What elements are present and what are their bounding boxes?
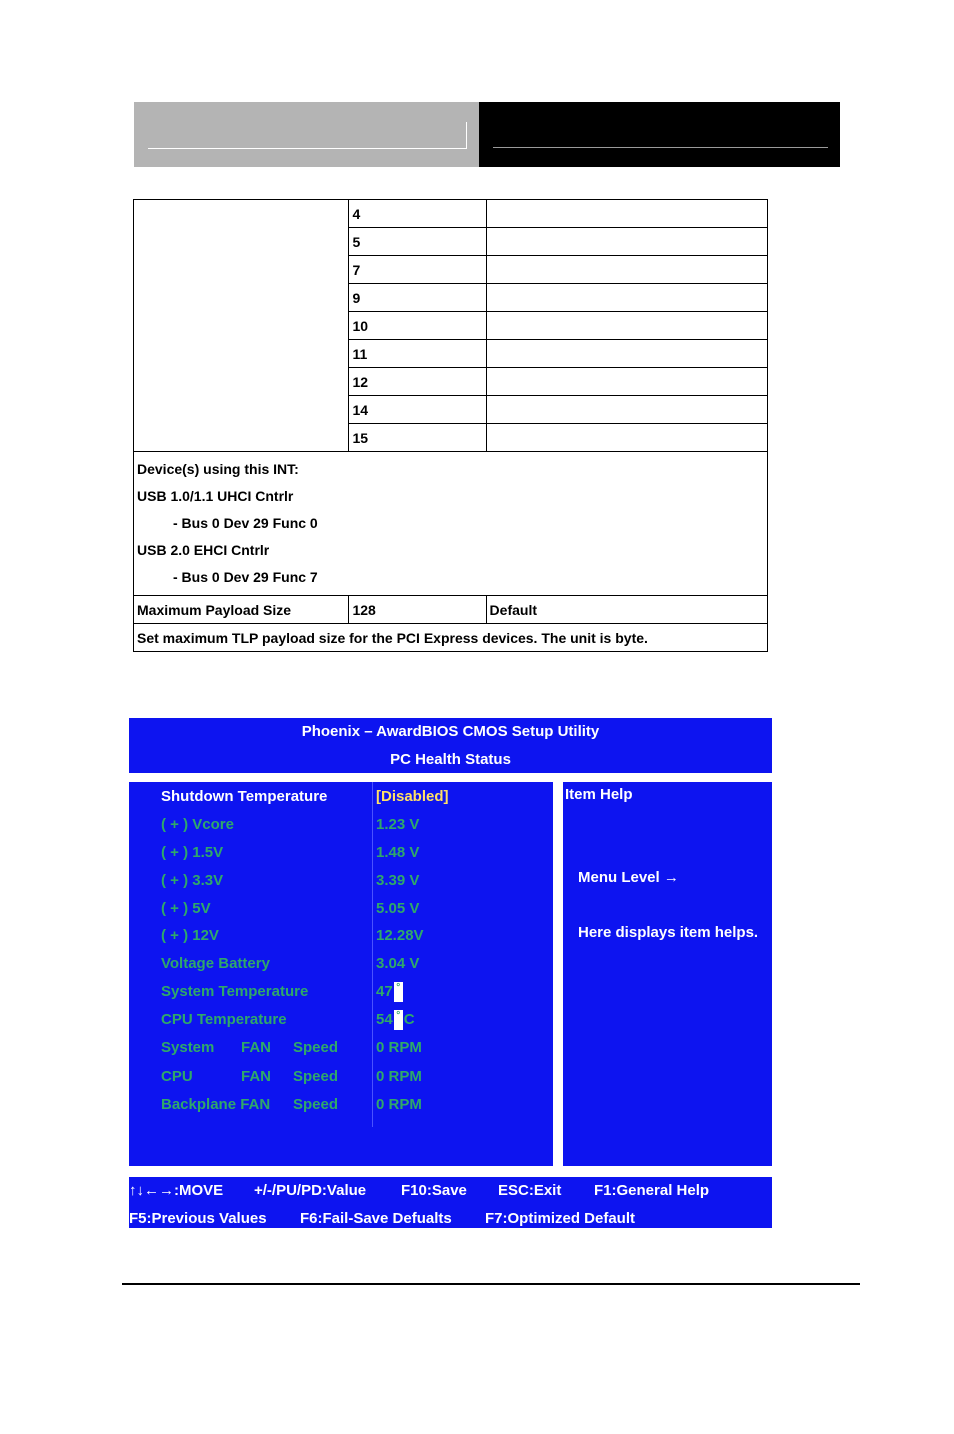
reading-value: 0 RPM: [376, 1039, 422, 1056]
setting-value[interactable]: [Disabled]: [376, 788, 449, 805]
header-banner-left: [134, 102, 479, 167]
table-row: [134, 624, 768, 652]
fan-word-a: Backplane FAN: [161, 1096, 271, 1113]
menu-level: Menu Level →: [578, 869, 679, 886]
key-move: ↑↓←→:MOVE: [129, 1182, 224, 1199]
payload-value-cell: 128: [349, 596, 486, 624]
fan-word-c: Speed: [293, 1096, 339, 1113]
int-desc-cell: [486, 340, 767, 368]
int-desc-cell: [486, 284, 767, 312]
setting-label: Shutdown Temperature: [161, 788, 328, 805]
fan-word-c: Speed: [293, 1039, 339, 1056]
int-value-cell: 15: [349, 424, 486, 452]
table-row: [134, 200, 768, 228]
bios-title-bar: [129, 718, 772, 773]
reading-value: 12.28V: [376, 927, 424, 944]
reading-value: [376, 980, 404, 1004]
devices-cell: [134, 452, 768, 596]
reading-value: 1.23 V: [376, 816, 420, 833]
bios-title: Phoenix – AwardBIOS CMOS Setup Utility: [301, 723, 600, 740]
page-bottom-rule: [122, 1283, 860, 1285]
degree-mark: °: [394, 1010, 403, 1030]
help-text: Here displays item helps.: [578, 924, 759, 941]
int-value-cell: 5: [349, 228, 486, 256]
column-divider: [372, 782, 373, 1127]
reading-label: ( + ) 5V: [161, 900, 211, 917]
reading-number: 54: [376, 1011, 393, 1028]
int-desc-cell: [486, 200, 767, 228]
device-location: - Bus 0 Dev 29 Func 7: [173, 569, 318, 585]
header-banner-right: [479, 102, 840, 167]
reading-unit: C: [403, 1011, 415, 1028]
reading-value: 1.48 V: [376, 844, 420, 861]
payload-default-cell: Default: [486, 596, 767, 624]
degree-mark: °: [394, 982, 403, 1002]
key-value: +/-/PU/PD:Value: [254, 1182, 367, 1199]
table-row: [134, 596, 768, 624]
int-value-cell: 4: [349, 200, 486, 228]
key-save: F10:Save: [401, 1182, 467, 1199]
device-name: USB 1.0/1.1 UHCI Cntrlr: [137, 488, 294, 504]
key-general-help: F1:General Help: [594, 1182, 710, 1199]
fan-word-a: CPU: [161, 1068, 193, 1085]
int-value-cell: 10: [349, 312, 486, 340]
reading-label: ( + ) 3.3V: [161, 872, 224, 889]
item-help-title: Item Help: [565, 786, 633, 803]
reading-label: System Temperature: [161, 983, 309, 1000]
reading-label: ( + ) 12V: [161, 927, 219, 944]
int-value-cell: 11: [349, 340, 486, 368]
reading-label: Voltage Battery: [161, 955, 270, 972]
fan-word-c: Speed: [293, 1068, 339, 1085]
payload-name-cell: Maximum Payload Size: [134, 596, 349, 624]
key-optimized-default: F7:Optimized Default: [485, 1210, 636, 1227]
payload-desc-cell: Set maximum TLP payload size for the PCI Express devices. The unit is byte.: [134, 624, 768, 652]
int-value-cell: 9: [349, 284, 486, 312]
fan-word-b: FAN: [241, 1039, 271, 1056]
reading-value: 5.05 V: [376, 900, 420, 917]
reading-value: 3.39 V: [376, 872, 420, 889]
option-table: [133, 199, 768, 652]
int-desc-cell: [486, 424, 767, 452]
bios-settings-panel: [129, 782, 553, 1166]
header-left-rule: [148, 148, 467, 149]
device-location: - Bus 0 Dev 29 Func 0: [173, 515, 318, 531]
item-help-panel: [563, 782, 772, 1166]
int-value-cell: 12: [349, 368, 486, 396]
int-value-cell: 14: [349, 396, 486, 424]
key-previous-values: F5:Previous Values: [129, 1210, 267, 1227]
int-desc-cell: [486, 256, 767, 284]
fan-word-a: System: [161, 1039, 215, 1056]
int-desc-cell: [486, 228, 767, 256]
key-exit: ESC:Exit: [498, 1182, 562, 1199]
reading-label: CPU Temperature: [161, 1011, 287, 1028]
device-name: USB 2.0 EHCI Cntrlr: [137, 542, 270, 558]
key-fail-save-defaults: F6:Fail-Save Defualts: [300, 1210, 452, 1227]
reading-label: ( + ) 1.5V: [161, 844, 224, 861]
empty-name-cell: [134, 200, 349, 452]
table-row: [134, 452, 768, 596]
reading-value: 0 RPM: [376, 1096, 422, 1113]
int-desc-cell: [486, 368, 767, 396]
devices-heading: Device(s) using this INT:: [137, 461, 299, 477]
key-legend-bar: [129, 1177, 772, 1228]
reading-value: 0 RPM: [376, 1068, 422, 1085]
reading-label: ( + ) Vcore: [161, 816, 234, 833]
int-desc-cell: [486, 396, 767, 424]
bios-subtitle: PC Health Status: [390, 751, 511, 768]
header-left-tick: [466, 122, 467, 149]
header-right-rule: [493, 147, 828, 148]
reading-value: 3.04 V: [376, 955, 420, 972]
int-value-cell: 7: [349, 256, 486, 284]
int-desc-cell: [486, 312, 767, 340]
reading-number: 47: [376, 983, 393, 1000]
reading-value: [376, 1008, 415, 1032]
fan-word-b: FAN: [241, 1068, 271, 1085]
